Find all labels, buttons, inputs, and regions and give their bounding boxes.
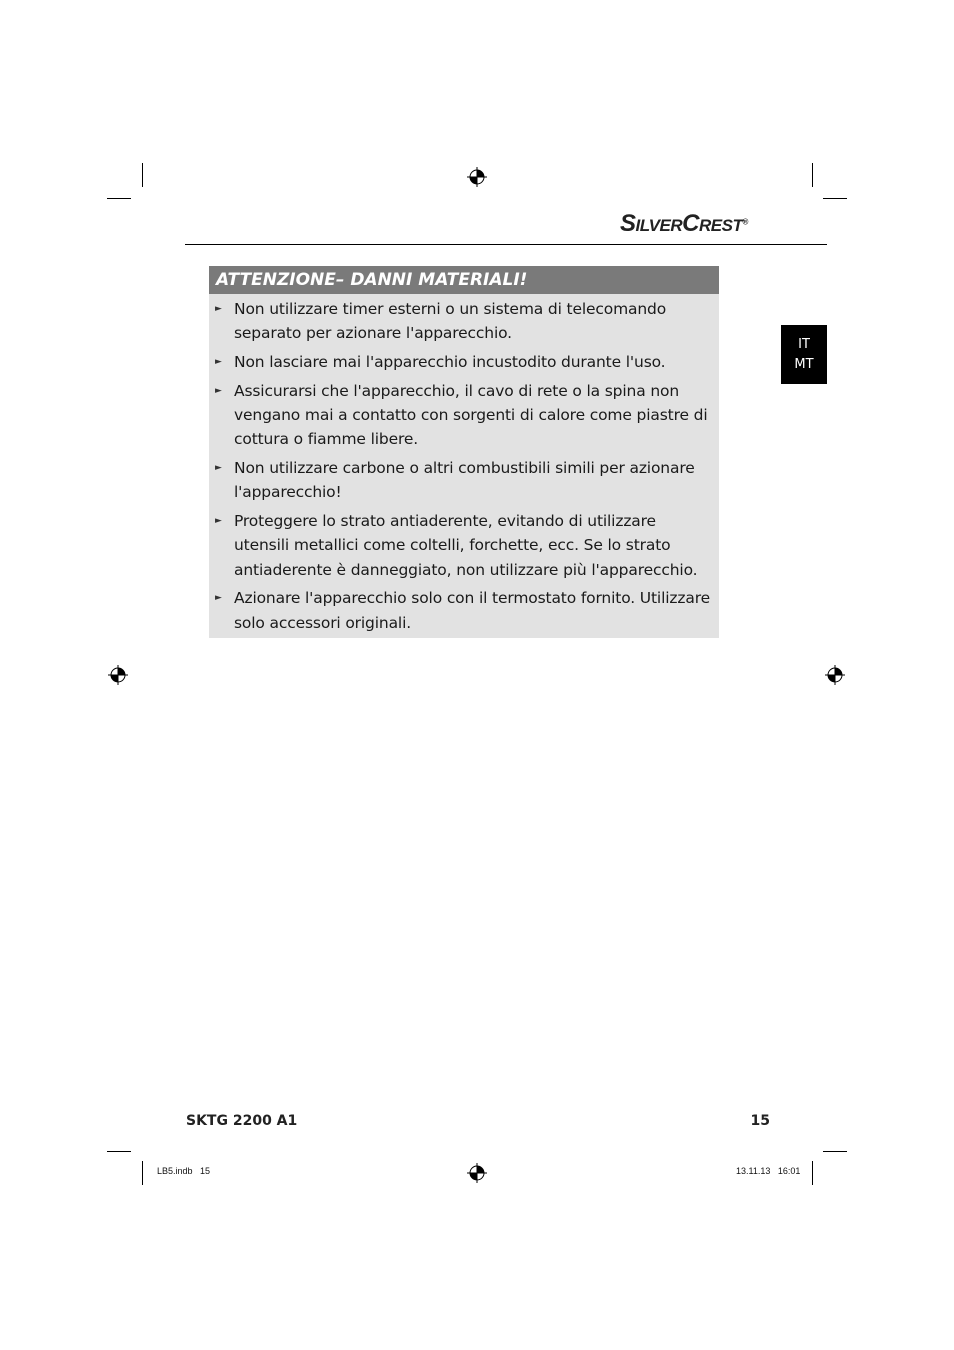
crop-mark xyxy=(823,1151,847,1152)
list-item-text: Azionare l'apparecchio solo con il termostato fornito. Utilizzare solo accessori originali. xyxy=(234,589,710,632)
crop-mark xyxy=(812,163,813,187)
crop-mark xyxy=(142,163,143,187)
list-item-text: Assicurarsi che l'apparecchio, il cavo di rete o la spina non vengano mai a contatto con sorgenti di calore come piastre di cottura o fiamme libere. xyxy=(234,381,708,449)
registration-mark-icon xyxy=(467,167,487,187)
triangle-right-icon: ► xyxy=(215,304,222,314)
triangle-right-icon: ► xyxy=(215,593,222,604)
list-item-text: Non lasciare mai l'apparecchio incustodito durante l'uso. xyxy=(234,353,666,371)
registration-mark-icon xyxy=(108,665,128,685)
print-slug-file: LB5.indb 15 xyxy=(157,1166,211,1176)
registration-mark-icon xyxy=(467,1163,487,1183)
crop-mark xyxy=(823,198,847,199)
list-item xyxy=(215,350,711,374)
list-item xyxy=(215,509,711,582)
language-code-it: IT xyxy=(798,336,810,352)
triangle-right-icon: ► xyxy=(215,357,222,367)
crop-mark xyxy=(107,1151,131,1152)
list-item-text: Proteggere lo strato antiaderente, evitando di utilizzare utensili metallici come coltelli, forchette, ecc. Se lo strato antiaderente è danneggiato, non utilizzare più l'apparecchio. xyxy=(234,512,698,579)
list-item xyxy=(215,379,711,452)
crop-mark xyxy=(812,1161,813,1185)
brand-logo: SILVERCREST® xyxy=(620,210,748,237)
page-number: 15 xyxy=(750,1113,770,1129)
list-item xyxy=(215,586,711,635)
crop-mark xyxy=(107,198,131,199)
language-tab xyxy=(781,325,827,384)
model-number: SKTG 2200 A1 xyxy=(186,1113,298,1129)
triangle-right-icon: ► xyxy=(215,463,222,473)
warning-list xyxy=(209,294,719,635)
triangle-right-icon: ► xyxy=(215,385,222,396)
header-divider xyxy=(185,244,827,245)
language-code-mt: MT xyxy=(794,356,814,372)
list-item xyxy=(215,297,711,346)
warning-box xyxy=(209,266,719,638)
list-item-text: Non utilizzare timer esterni o un sistema di telecomando separato per azionare l'apparecchio. xyxy=(234,300,667,343)
crop-mark xyxy=(142,1161,143,1185)
warning-title: ATTENZIONE– DANNI MATERIALI! xyxy=(209,266,719,294)
list-item-text: Non utilizzare carbone o altri combustibili simili per azionare l'apparecchio! xyxy=(234,459,695,502)
list-item xyxy=(215,456,711,505)
print-slug-date: 13.11.13 16:01 xyxy=(736,1166,801,1176)
triangle-right-icon: ► xyxy=(215,516,222,526)
registration-mark-icon xyxy=(825,665,845,685)
